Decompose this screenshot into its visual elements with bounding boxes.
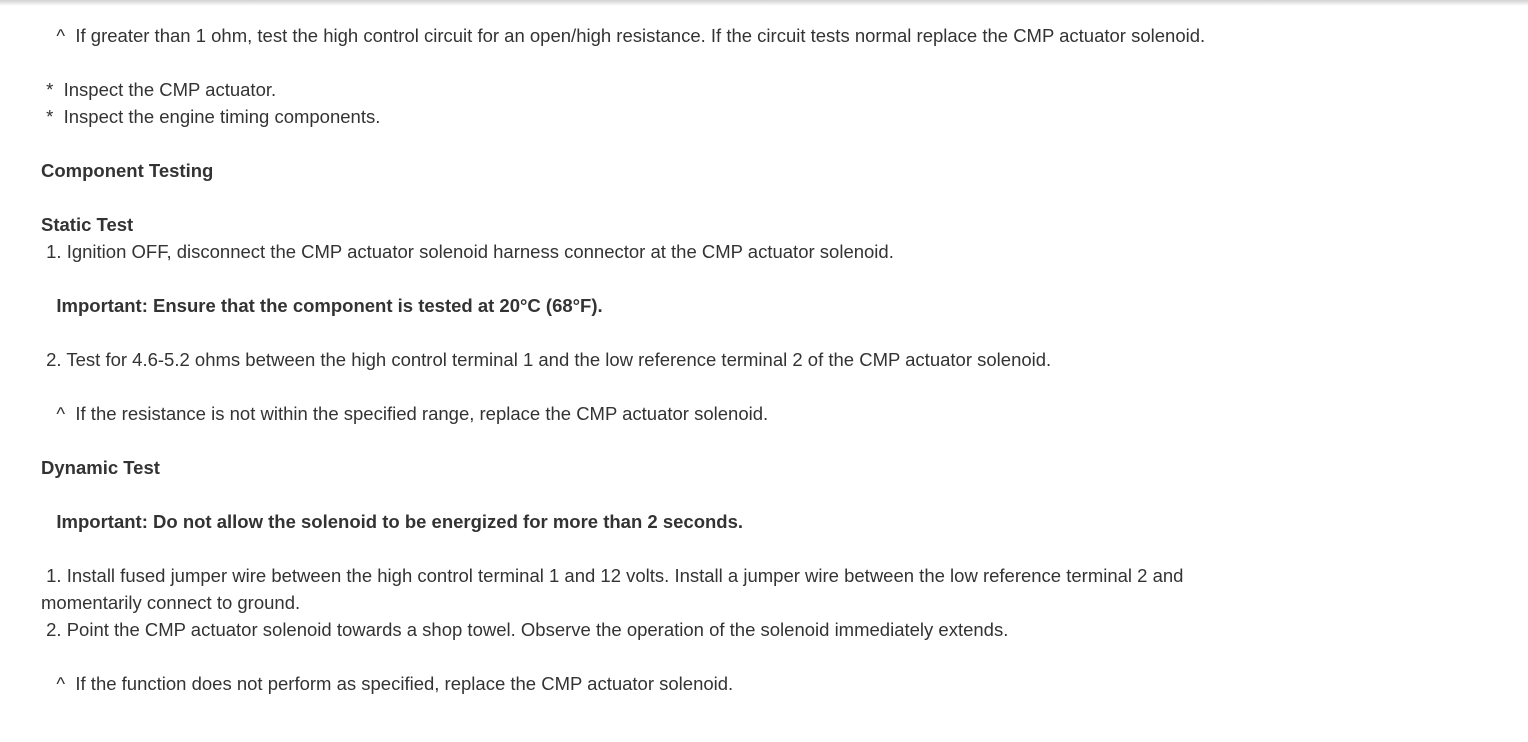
bullet-inspect-timing: * Inspect the engine timing components.	[41, 106, 381, 127]
resistance-note: ^ If greater than 1 ohm, test the high control circuit for an open/high resistance. If the circuit tests normal replace the CMP actuator solenoid.	[41, 25, 1206, 46]
static-step-1: 1. Ignition OFF, disconnect the CMP actuator solenoid harness connector at the CMP actuator solenoid.	[41, 241, 894, 262]
spacer	[41, 427, 1261, 454]
bullet-inspect-actuator: * Inspect the CMP actuator.	[41, 79, 277, 100]
dynamic-step-2-note: ^ If the function does not perform as specified, replace the CMP actuator solenoid.	[41, 673, 734, 694]
spacer	[41, 319, 1261, 346]
static-step-2: 2. Test for 4.6-5.2 ohms between the high control terminal 1 and the low reference terminal 2 of the CMP actuator solenoid.	[41, 349, 1052, 370]
document-body	[41, 22, 1261, 697]
spacer	[41, 265, 1261, 292]
spacer	[41, 49, 1261, 76]
static-step-2-note: ^ If the resistance is not within the specified range, replace the CMP actuator solenoid.	[41, 403, 769, 424]
spacer	[41, 130, 1261, 157]
spacer	[41, 535, 1261, 562]
heading-component-testing: Component Testing	[41, 160, 214, 181]
static-important-note: Important: Ensure that the component is tested at 20°C (68°F).	[41, 295, 603, 316]
dynamic-step-1: 1. Install fused jumper wire between the high control terminal 1 and 12 volts. Install a jumper wire between the low reference terminal 2 and momentarily connect to ground.	[41, 565, 1189, 613]
top-shadow	[0, 0, 1528, 6]
heading-static-test: Static Test	[41, 214, 134, 235]
spacer	[41, 643, 1261, 670]
dynamic-important-note: Important: Do not allow the solenoid to be energized for more than 2 seconds.	[41, 511, 744, 532]
dynamic-step-2: 2. Point the CMP actuator solenoid towards a shop towel. Observe the operation of the solenoid immediately extends.	[41, 619, 1009, 640]
spacer	[41, 184, 1261, 211]
spacer	[41, 373, 1261, 400]
heading-dynamic-test: Dynamic Test	[41, 457, 160, 478]
spacer	[41, 481, 1261, 508]
